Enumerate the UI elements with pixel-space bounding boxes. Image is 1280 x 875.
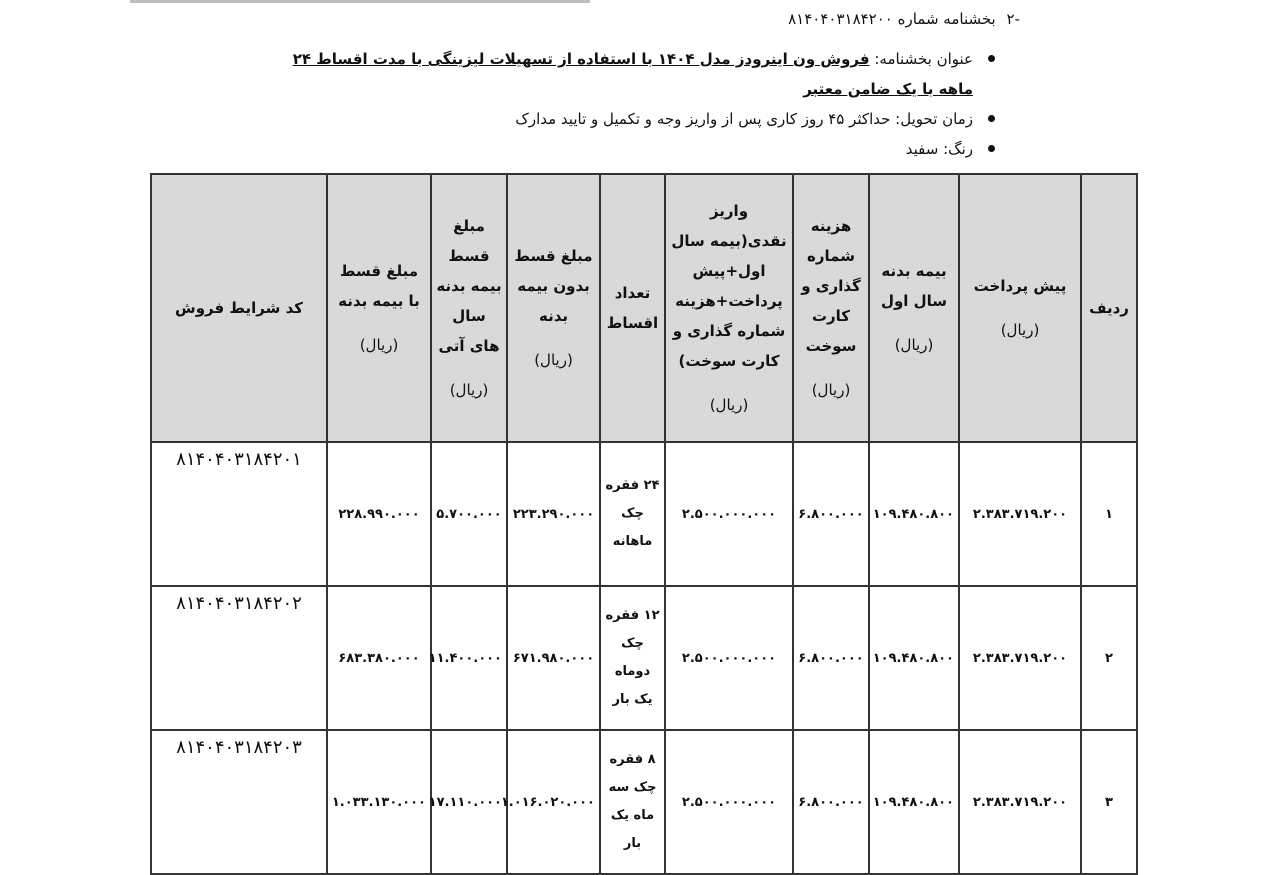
header-installment-with-insurance: مبلغ قسط با بیمه بدنه (ریال) xyxy=(327,174,431,442)
cell-insurance-first-year: ۱۰۹.۴۸۰.۸۰۰ xyxy=(869,730,959,874)
cell-insurance-first-year: ۱۰۹.۴۸۰.۸۰۰ xyxy=(869,442,959,586)
cell-installment-without-insurance: ۲۲۳.۲۹۰.۰۰۰ xyxy=(507,442,600,586)
cell-installment-future-insurance: ۵.۷۰۰.۰۰۰ xyxy=(431,442,507,586)
header-sales-code: کد شرایط فروش xyxy=(151,174,327,442)
section-number: -۲ xyxy=(1006,10,1020,28)
cell-installment-count: ۲۴ فقره چک ماهانه xyxy=(600,442,665,586)
cell-cash-deposit: ۲.۵۰۰.۰۰۰.۰۰۰ xyxy=(665,442,793,586)
cell-plate-fuel-card-cost: ۶.۸۰۰.۰۰۰ xyxy=(793,442,869,586)
table-header-row xyxy=(151,174,1137,442)
delivery-item xyxy=(275,104,995,134)
delivery-label: زمان تحویل: xyxy=(895,110,973,128)
circular-number: بخشنامه شماره ۸۱۴۰۴۰۳۱۸۴۲۰۰ xyxy=(788,10,996,28)
header-installment-future-insurance: مبلغ قسط بیمه بدنه سال های آتی (ریال) xyxy=(431,174,507,442)
cell-installment-with-insurance: ۲۲۸.۹۹۰.۰۰۰ xyxy=(327,442,431,586)
table-row xyxy=(151,442,1137,586)
header-installment-count: تعداد اقساط xyxy=(600,174,665,442)
subject-item xyxy=(275,44,995,104)
header-installment-without-insurance: مبلغ قسط بدون بیمه بدنه (ریال) xyxy=(507,174,600,442)
header-plate-fuel-card-cost: هزینه شماره گذاری و کارت سوخت (ریال) xyxy=(793,174,869,442)
color-label: رنگ: xyxy=(943,140,973,158)
table-row xyxy=(151,730,1137,874)
cell-installment-future-insurance: ۱۱.۴۰۰.۰۰۰ xyxy=(431,586,507,730)
cell-prepayment: ۲.۳۸۳.۷۱۹.۲۰۰ xyxy=(959,730,1081,874)
cell-prepayment: ۲.۳۸۳.۷۱۹.۲۰۰ xyxy=(959,586,1081,730)
cell-prepayment: ۲.۳۸۳.۷۱۹.۲۰۰ xyxy=(959,442,1081,586)
header-insurance-first-year: بیمه بدنه سال اول (ریال) xyxy=(869,174,959,442)
cell-cash-deposit: ۲.۵۰۰.۰۰۰.۰۰۰ xyxy=(665,586,793,730)
cell-row-number: ۲ xyxy=(1081,586,1137,730)
cell-insurance-first-year: ۱۰۹.۴۸۰.۸۰۰ xyxy=(869,586,959,730)
sales-conditions-table xyxy=(150,173,1138,875)
delivery-text: حداکثر ۴۵ روز کاری پس از واریز وجه و تکمیل و تایید مدارک xyxy=(515,110,891,128)
subject-label: عنوان بخشنامه: xyxy=(874,50,973,68)
top-cropped-line xyxy=(130,0,590,3)
table-row xyxy=(151,586,1137,730)
cell-installment-future-insurance: ۱۷.۱۱۰.۰۰۰ xyxy=(431,730,507,874)
cell-installment-without-insurance: ۶۷۱.۹۸۰.۰۰۰ xyxy=(507,586,600,730)
header-prepayment: پیش پرداخت (ریال) xyxy=(959,174,1081,442)
cell-cash-deposit: ۲.۵۰۰.۰۰۰.۰۰۰ xyxy=(665,730,793,874)
circular-heading xyxy=(788,10,1020,28)
cell-installment-with-insurance: ۶۸۳.۳۸۰.۰۰۰ xyxy=(327,586,431,730)
cell-installment-without-insurance: ۱.۰۱۶.۰۲۰.۰۰۰ xyxy=(507,730,600,874)
cell-plate-fuel-card-cost: ۶.۸۰۰.۰۰۰ xyxy=(793,730,869,874)
cell-installment-count: ۱۲ فقره چک دوماه یک بار xyxy=(600,586,665,730)
header-row-number: ردیف xyxy=(1081,174,1137,442)
subject-text: فروش ون اینرودز مدل ۱۴۰۴ با استفاده از تسهیلات لیزینگی با مدت اقساط ۲۴ ماهه با یک ضامن معتبر xyxy=(292,50,973,98)
circular-details xyxy=(275,44,995,164)
cell-row-number: ۳ xyxy=(1081,730,1137,874)
color-item xyxy=(275,134,995,164)
color-text: سفید xyxy=(905,140,939,158)
cell-installment-with-insurance: ۱.۰۳۳.۱۳۰.۰۰۰ xyxy=(327,730,431,874)
cell-installment-count: ۸ فقره چک سه ماه یک بار xyxy=(600,730,665,874)
header-cash-deposit: واریز نقدی(بیمه سال اول+پیش پرداخت+هزینه شماره گذاری و کارت سوخت) (ریال) xyxy=(665,174,793,442)
cell-sales-code: ۸۱۴۰۴۰۳۱۸۴۲۰۲ xyxy=(151,586,327,730)
cell-row-number: ۱ xyxy=(1081,442,1137,586)
cell-plate-fuel-card-cost: ۶.۸۰۰.۰۰۰ xyxy=(793,586,869,730)
cell-sales-code: ۸۱۴۰۴۰۳۱۸۴۲۰۳ xyxy=(151,730,327,874)
cell-sales-code: ۸۱۴۰۴۰۳۱۸۴۲۰۱ xyxy=(151,442,327,586)
